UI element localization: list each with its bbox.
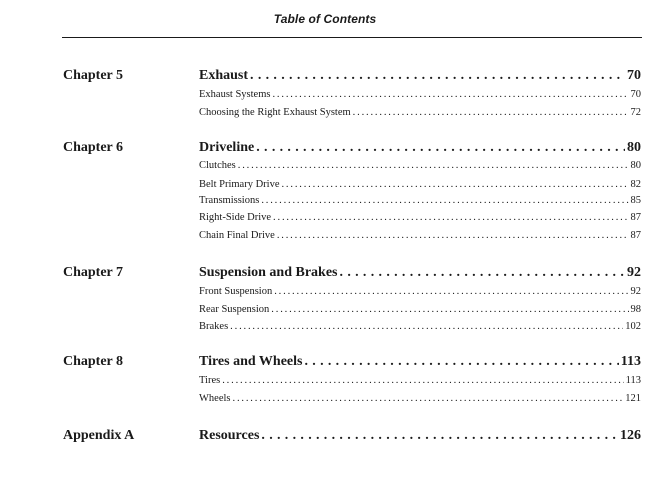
toc-entry[interactable]: [199, 159, 641, 173]
entry-page-number: 102: [625, 321, 641, 332]
dot-leader: [272, 88, 628, 102]
dot-leader: [340, 264, 625, 282]
entry-page-number: 121: [625, 393, 641, 404]
dot-leader: [273, 211, 628, 225]
dot-leader: [274, 285, 628, 299]
toc-entry[interactable]: [199, 392, 641, 406]
chapter-label: Chapter 8: [63, 354, 124, 369]
dot-leader: [261, 427, 618, 445]
dot-leader: [222, 374, 623, 388]
chapter-label: Chapter 6: [63, 140, 124, 155]
dot-leader: [271, 303, 628, 317]
entry-page-number: 80: [630, 160, 641, 171]
entry-title: Resources: [199, 428, 260, 443]
entry-page-number: 85: [630, 195, 641, 206]
entry-page-number: 87: [630, 212, 641, 223]
dot-leader: [238, 159, 629, 173]
entry-title: Driveline: [199, 140, 255, 155]
entry-page-number: 113: [620, 354, 641, 369]
chapter-title-entry[interactable]: [199, 264, 641, 282]
dot-leader: [304, 353, 618, 371]
entry-page-number: 92: [627, 265, 641, 280]
chapter-title-entry[interactable]: [199, 67, 641, 85]
toc-entry[interactable]: [199, 320, 641, 334]
chapter-label: Appendix A: [63, 428, 135, 443]
entry-title: Chain Final Drive: [199, 230, 275, 241]
toc-entry[interactable]: [199, 106, 641, 120]
dot-leader: [353, 106, 629, 120]
entry-title: Transmissions: [199, 195, 260, 206]
dot-leader: [281, 178, 628, 192]
entry-title: Tires: [199, 375, 221, 386]
chapter-title-entry[interactable]: [199, 427, 641, 445]
toc-entry[interactable]: [199, 303, 641, 317]
entry-page-number: 70: [630, 89, 641, 100]
entry-title: Tires and Wheels: [199, 354, 303, 369]
entry-page-number: 92: [630, 286, 641, 297]
toc-entry[interactable]: [199, 229, 641, 243]
entry-title: Exhaust: [199, 68, 249, 83]
entry-title: Wheels: [199, 393, 231, 404]
page-title: Table of Contents: [273, 12, 377, 26]
dot-leader: [250, 67, 625, 85]
chapter-label: Chapter 7: [63, 265, 124, 280]
dot-leader: [277, 229, 629, 243]
toc-entry[interactable]: [199, 285, 641, 299]
dot-leader: [261, 194, 628, 208]
entry-page-number: 82: [630, 179, 641, 190]
entry-page-number: 70: [627, 68, 641, 83]
toc-entry[interactable]: [199, 211, 641, 225]
entry-title: Belt Primary Drive: [199, 179, 280, 190]
chapter-title-entry[interactable]: [199, 353, 641, 371]
toc-entry[interactable]: [199, 374, 641, 388]
entry-title: Exhaust Systems: [199, 89, 271, 100]
toc-entry[interactable]: [199, 194, 641, 208]
dot-leader: [256, 139, 625, 157]
entry-page-number: 87: [630, 230, 641, 241]
header-rule: [62, 37, 642, 38]
toc-entry[interactable]: [199, 88, 641, 102]
entry-title: Suspension and Brakes: [199, 265, 338, 280]
dot-leader: [230, 320, 623, 334]
toc-entry[interactable]: [199, 178, 641, 192]
chapter-title-entry[interactable]: [199, 139, 641, 157]
entry-page-number: 80: [627, 140, 641, 155]
entry-page-number: 126: [620, 428, 641, 443]
chapter-label: Chapter 5: [63, 68, 124, 83]
entry-title: Front Suspension: [199, 286, 273, 297]
dot-leader: [233, 392, 624, 406]
entry-title: Brakes: [199, 321, 229, 332]
entry-title: Choosing the Right Exhaust System: [199, 107, 351, 118]
entry-title: Rear Suspension: [199, 304, 270, 315]
entry-title: Clutches: [199, 160, 236, 171]
entry-page-number: 72: [630, 107, 641, 118]
entry-title: Right-Side Drive: [199, 212, 272, 223]
entry-page-number: 98: [630, 304, 641, 315]
entry-page-number: 113: [625, 375, 641, 386]
